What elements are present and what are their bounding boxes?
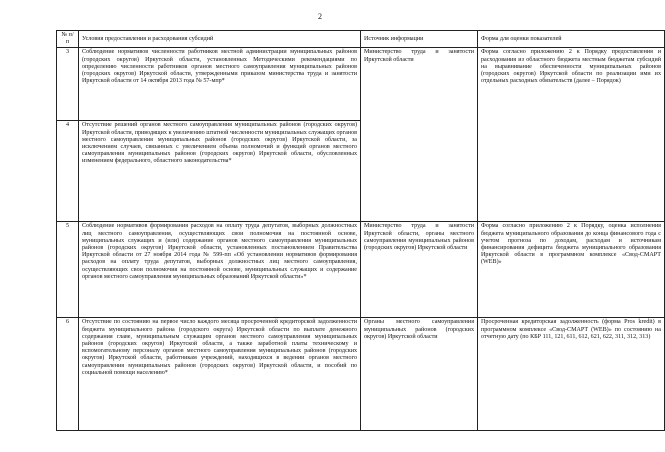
header-conditions: Условия предоставления и расходования субсидий (79, 31, 361, 48)
row-number: 4 (57, 121, 79, 222)
row-number: 5 (57, 222, 79, 318)
table-row (57, 48, 665, 121)
row-conditions: Соблюдение нормативов формирования расходов на оплату труда депутатов, выборных должностных лиц местного самоуправления, осуществляющих свои полномочия на постоянной основе, муниципальных служащих и (или) содержание органов местного самоуправления муниципальных районов (городских округов) Иркутской области, установленных постановлением Правительства Иркутской области от 27 ноября 2014 года № 599-пп «Об установлении нормативов формирования расходов на оплату труда депутатов, выборных должностных лиц местного самоуправления, осуществляющих свои полномочия на постоянной основе, муниципальных служащих и содержание органов местного самоуправления муниципальных образований Иркутской области»* (79, 222, 361, 318)
row-conditions: Отсутствие по состоянию на первое число каждого месяца просроченной кредиторской задолженности бюджета муниципального района (городского округа) Иркутской области по выплате денежного содержания главе, муниципальным служащим органов местного самоуправления муниципальных районов (городских округов) Иркутской области, а также заработной платы техническому и вспомогательному персоналу органов местного самоуправления муниципальных районов (городских округов) Иркутской области, работникам учреждений, находящихся в ведении органов местного самоуправления муниципальных районов (городских округов) Иркутской области, и пособий по социальной помощи населению* (79, 318, 361, 431)
row-number: 6 (57, 318, 79, 431)
page-number: 2 (318, 12, 322, 21)
header-source: Источник информации (361, 31, 478, 48)
header-form: Форма для оценки показателей (478, 31, 665, 48)
subsidy-conditions-table (56, 30, 665, 431)
row-conditions: Отсутствие решений органов местного самоуправления муниципальных районов (городских округов) Иркутской области, приводящих к увеличению штатной численности муниципальных служащих органов местного самоуправления муниципальных районов (городских округов) Иркутской области, за исключением случаев, связанных с увеличением объема полномочий и функций органов местного самоуправления муниципальных районов (городских округов) Иркутской области, обусловленных изменением федерального, областного законодательства* (79, 121, 361, 222)
row-form: Форма согласно приложению 2 к Порядку, оценка исполнения бюджета муниципального образования до конца финансового года с учетом прогноза по доходам, расходам и источникам финансирования дефицита бюджета муниципального образования Иркутской области в программном комплексе «Свод-СМАРТ (WEB)» (478, 222, 665, 318)
table-row (57, 318, 665, 431)
header-number: № п/п (57, 31, 79, 48)
table-header-row (57, 31, 665, 48)
table-row (57, 222, 665, 318)
row-source: Министерство труда и занятости Иркутской области, органы местного самоуправления муниципальных районов (городских округов) Иркутской области (361, 222, 478, 318)
row-conditions: Соблюдение нормативов численности работников местной администрации муниципальных районов (городских округов) Иркутской области, установленных Методическими рекомендациями по определению численности работников органов местного самоуправления муниципальных районов (городских округов) Иркутской области, утвержденными приказом министерства труда и занятости Иркутской области от 14 октября 2013 года № 57-мпр* (79, 48, 361, 121)
row-number: 3 (57, 48, 79, 121)
row-form: Просроченная кредиторская задолженность (форма Pros kredit) в программном комплексе «Свод-СМАРТ (WEB)» по состоянию на отчетную дату (по КБР 111, 121, 611, 612, 621, 622, 311, 312, 313) (478, 318, 665, 431)
row-form: Форма согласно приложению 2 к Порядку предоставления и расходования из областного бюджета местным бюджетам субсидий на выравнивание обеспеченности муниципальных районов (городских округов) Иркутской области по реализации ими их отдельных расходных обязательств (далее – Порядок) (478, 48, 665, 222)
row-source: Министерство труда и занятости Иркутской области (361, 48, 478, 222)
row-source: Органы местного самоуправления муниципальных районов (городских округов) Иркутской области (361, 318, 478, 431)
